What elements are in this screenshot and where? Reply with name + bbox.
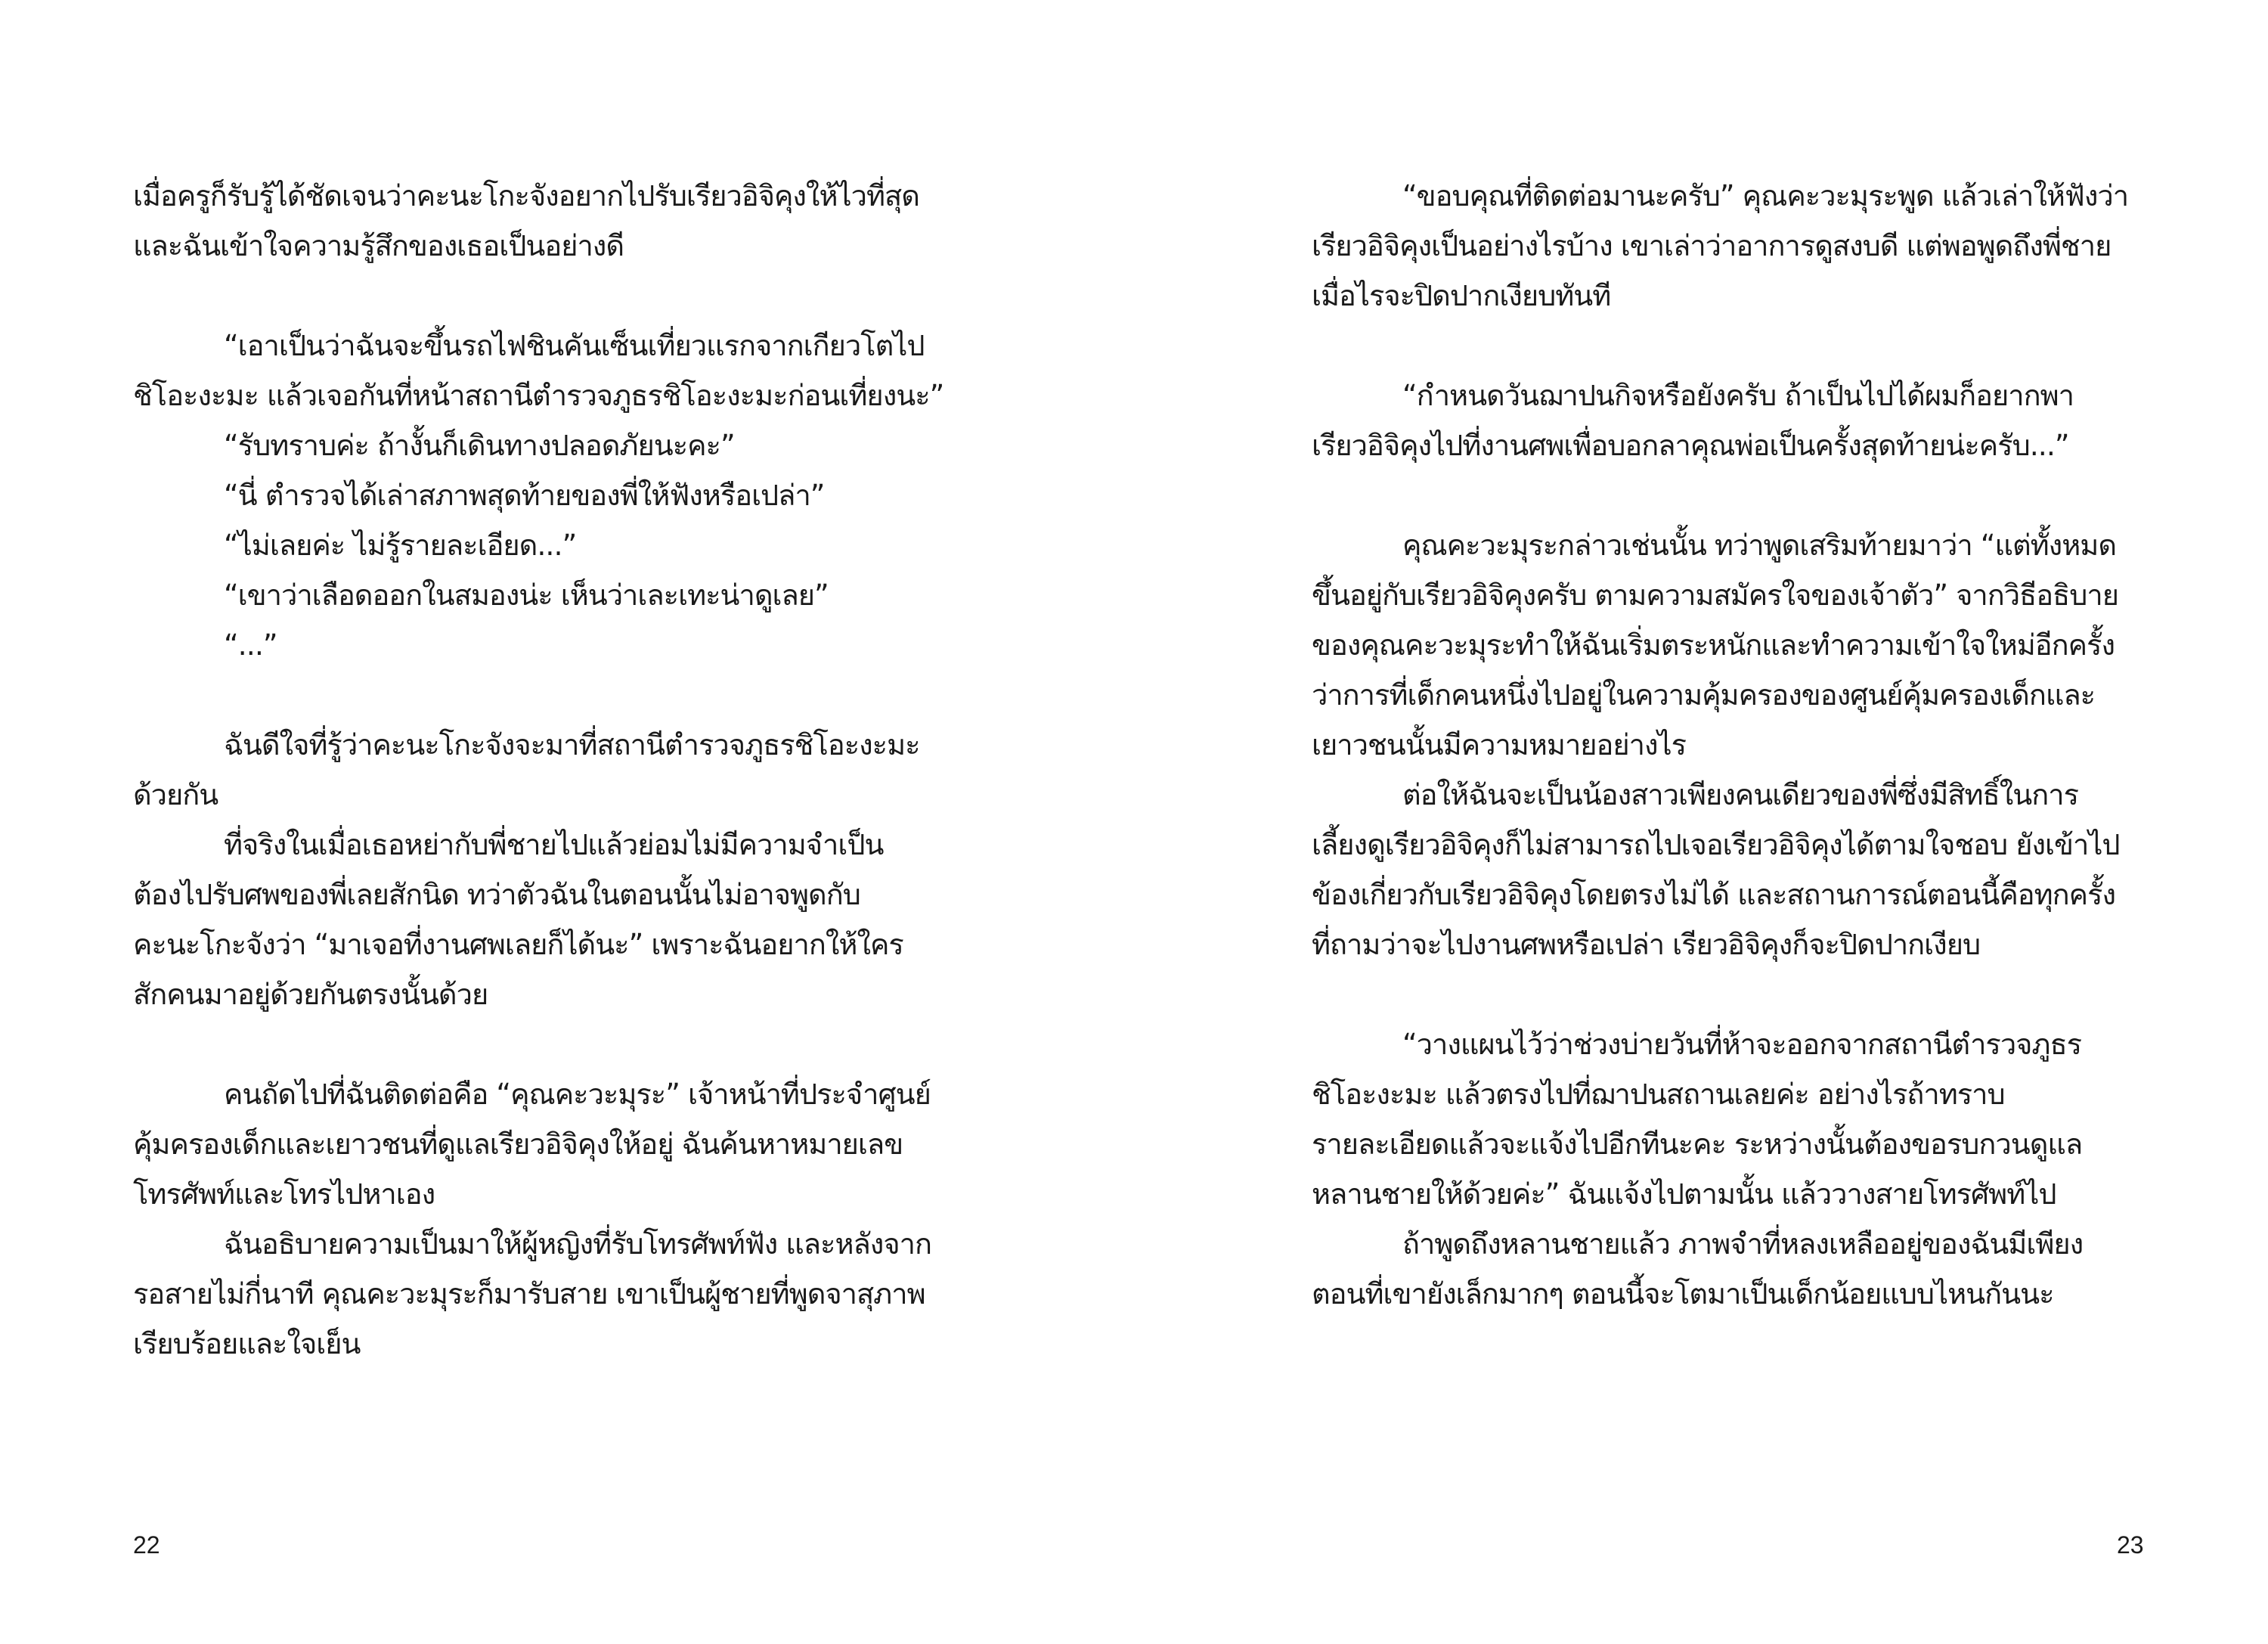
- text-line: ด้วยกัน: [133, 778, 218, 811]
- text-line: ถ้าพูดถึงหลานชายแล้ว ภาพจำที่หลงเหลืออยู่ของฉันมีเพียง: [1402, 1227, 2084, 1261]
- text-line: เรียบร้อยและใจเย็น: [133, 1327, 361, 1360]
- text-line: “เขาว่าเลือดออกในสมองน่ะ เห็นว่าเละเทะน่าดูเลย”: [224, 579, 829, 612]
- text-line: เมื่อครูก็รับรู้ได้ชัดเจนว่าคะนะโกะจังอยากไปรับเรียวอิจิคุงให้ไวที่สุด: [133, 179, 919, 212]
- text-line: “กำหนดวันฌาปนกิจหรือยังครับ ถ้าเป็นไปได้ผมก็อยากพา: [1402, 379, 2074, 412]
- text-line: ต้องไปรับศพของพี่เลยสักนิด ทว่าตัวฉันในตอนนั้นไม่อาจพูดกับ: [133, 878, 860, 911]
- paragraph-spacer: [1312, 470, 2143, 520]
- text-line: เยาวชนนั้นมีความหมายอย่างไร: [1312, 728, 1687, 762]
- text-line: เรียวอิจิคุงเป็นอย่างไรบ้าง เขาเล่าว่าอาการดูสงบดี แต่พอพูดถึงพี่ชาย: [1312, 229, 2112, 262]
- text-line: และฉันเข้าใจความรู้สึกของเธอเป็นอย่างดี: [133, 229, 624, 262]
- text-line: “นี่ ตำรวจได้เล่าสภาพสุดท้ายของพี่ให้ฟังหรือเปล่า”: [224, 479, 825, 512]
- text-line: “เอาเป็นว่าฉันจะขึ้นรถไฟชินคันเซ็นเที่ยวแรกจากเกียวโตไป: [224, 329, 925, 362]
- text-line: ชิโอะงะมะ แล้วเจอกันที่หน้าสถานีตำรวจภูธรชิโอะงะมะก่อนเที่ยงนะ”: [133, 379, 944, 412]
- text-line: ข้องเกี่ยวกับเรียวอิจิคุงโดยตรงไม่ได้ และสถานการณ์ตอนนี้คือทุกครั้ง: [1312, 878, 2116, 911]
- text-line: “ขอบคุณที่ติดต่อมานะครับ” คุณคะวะมุระพูด แล้วเล่าให้ฟังว่า: [1402, 179, 2129, 212]
- right-page-number: 23: [2117, 1531, 2144, 1559]
- text-line: “รับทราบค่ะ ถ้างั้นก็เดินทางปลอดภัยนะคะ”: [224, 429, 735, 462]
- left-page-number: 22: [133, 1531, 160, 1559]
- right-page-body-text: [1312, 171, 2143, 1319]
- text-line: เลี้ยงดูเรียวอิจิคุงก็ไม่สามารถไปเจอเรียวอิจิคุงได้ตามใจชอบ ยังเข้าไป: [1312, 828, 2120, 861]
- text-line: เมื่อไรจะปิดปากเงียบทันที: [1312, 279, 1611, 312]
- text-line: ฉันอธิบายความเป็นมาให้ผู้หญิงที่รับโทรศัพท์ฟัง และหลังจาก: [224, 1227, 931, 1261]
- text-line: ต่อให้ฉันจะเป็นน้องสาวเพียงคนเดียวของพี่ซึ่งมีสิทธิ์ในการ: [1402, 778, 2078, 811]
- text-line: รอสายไม่กี่นาที คุณคะวะมุระก็มารับสาย เขาเป็นผู้ชายที่พูดจาสุภาพ: [133, 1277, 925, 1311]
- text-line: เรียวอิจิคุงไปที่งานศพเพื่อบอกลาคุณพ่อเป็นครั้งสุดท้ายน่ะครับ...”: [1312, 429, 2069, 462]
- text-line: ชิโอะงะมะ แล้วตรงไปที่ฌาปนสถานเลยค่ะ อย่างไรถ้าทราบ: [1312, 1078, 2005, 1111]
- text-line: คนถัดไปที่ฉันติดต่อคือ “คุณคะวะมุระ” เจ้าหน้าที่ประจำศูนย์: [224, 1078, 931, 1111]
- text-line: “ไม่เลยค่ะ ไม่รู้รายละเอียด...”: [224, 529, 577, 562]
- text-line: ของคุณคะวะมุระทำให้ฉันเริ่มตระหนักและทำความเข้าใจใหม่อีกครั้ง: [1312, 628, 2115, 662]
- paragraph-spacer: [133, 1019, 965, 1069]
- text-line: ว่าการที่เด็กคนหนึ่งไปอยู่ในความคุ้มครองของศูนย์คุ้มครองเด็กและ: [1312, 678, 2096, 712]
- paragraph-spacer: [1312, 321, 2143, 371]
- text-line: ที่ถามว่าจะไปงานศพหรือเปล่า เรียวอิจิคุงก็จะปิดปากเงียบ: [1312, 928, 1981, 961]
- left-page-body-text: [133, 171, 965, 1369]
- text-line: คุ้มครองเด็กและเยาวชนที่ดูแลเรียวอิจิคุงให้อยู่ ฉันค้นหาหมายเลข: [133, 1128, 903, 1161]
- text-line: โทรศัพท์และโทรไปหาเอง: [133, 1177, 435, 1211]
- text-line: “...”: [224, 628, 277, 662]
- paragraph-spacer: [1312, 969, 2143, 1019]
- paragraph-spacer: [133, 271, 965, 321]
- text-line: ตอนที่เขายังเล็กมากๆ ตอนนี้จะโตมาเป็นเด็กน้อยแบบไหนกันนะ: [1312, 1277, 2054, 1311]
- right-page: [1134, 0, 2268, 1644]
- text-line: ที่จริงในเมื่อเธอหย่ากับพี่ชายไปแล้วย่อมไม่มีความจำเป็น: [224, 828, 884, 861]
- paragraph-spacer: [133, 670, 965, 720]
- text-line: คุณคะวะมุระกล่าวเช่นนั้น ทว่าพูดเสริมท้ายมาว่า “แต่ทั้งหมด: [1402, 529, 2116, 562]
- text-line: คะนะโกะจังว่า “มาเจอที่งานศพเลยก็ได้นะ” เพราะฉันอยากให้ใคร: [133, 928, 903, 961]
- text-line: ขึ้นอยู่กับเรียวอิจิคุงครับ ตามความสมัครใจของเจ้าตัว” จากวิธีอธิบาย: [1312, 579, 2118, 612]
- text-line: “วางแผนไว้ว่าช่วงบ่ายวันที่ห้าจะออกจากสถานีตำรวจภูธร: [1402, 1028, 2082, 1061]
- text-line: รายละเอียดแล้วจะแจ้งไปอีกทีนะคะ ระหว่างนั้นต้องขอรบกวนดูแล: [1312, 1128, 2083, 1161]
- text-line: ฉันดีใจที่รู้ว่าคะนะโกะจังจะมาที่สถานีตำรวจภูธรชิโอะงะมะ: [224, 728, 920, 762]
- text-line: สักคนมาอยู่ด้วยกันตรงนั้นด้วย: [133, 978, 488, 1011]
- text-line: หลานชายให้ด้วยค่ะ” ฉันแจ้งไปตามนั้น แล้ววางสายโทรศัพท์ไป: [1312, 1177, 2056, 1211]
